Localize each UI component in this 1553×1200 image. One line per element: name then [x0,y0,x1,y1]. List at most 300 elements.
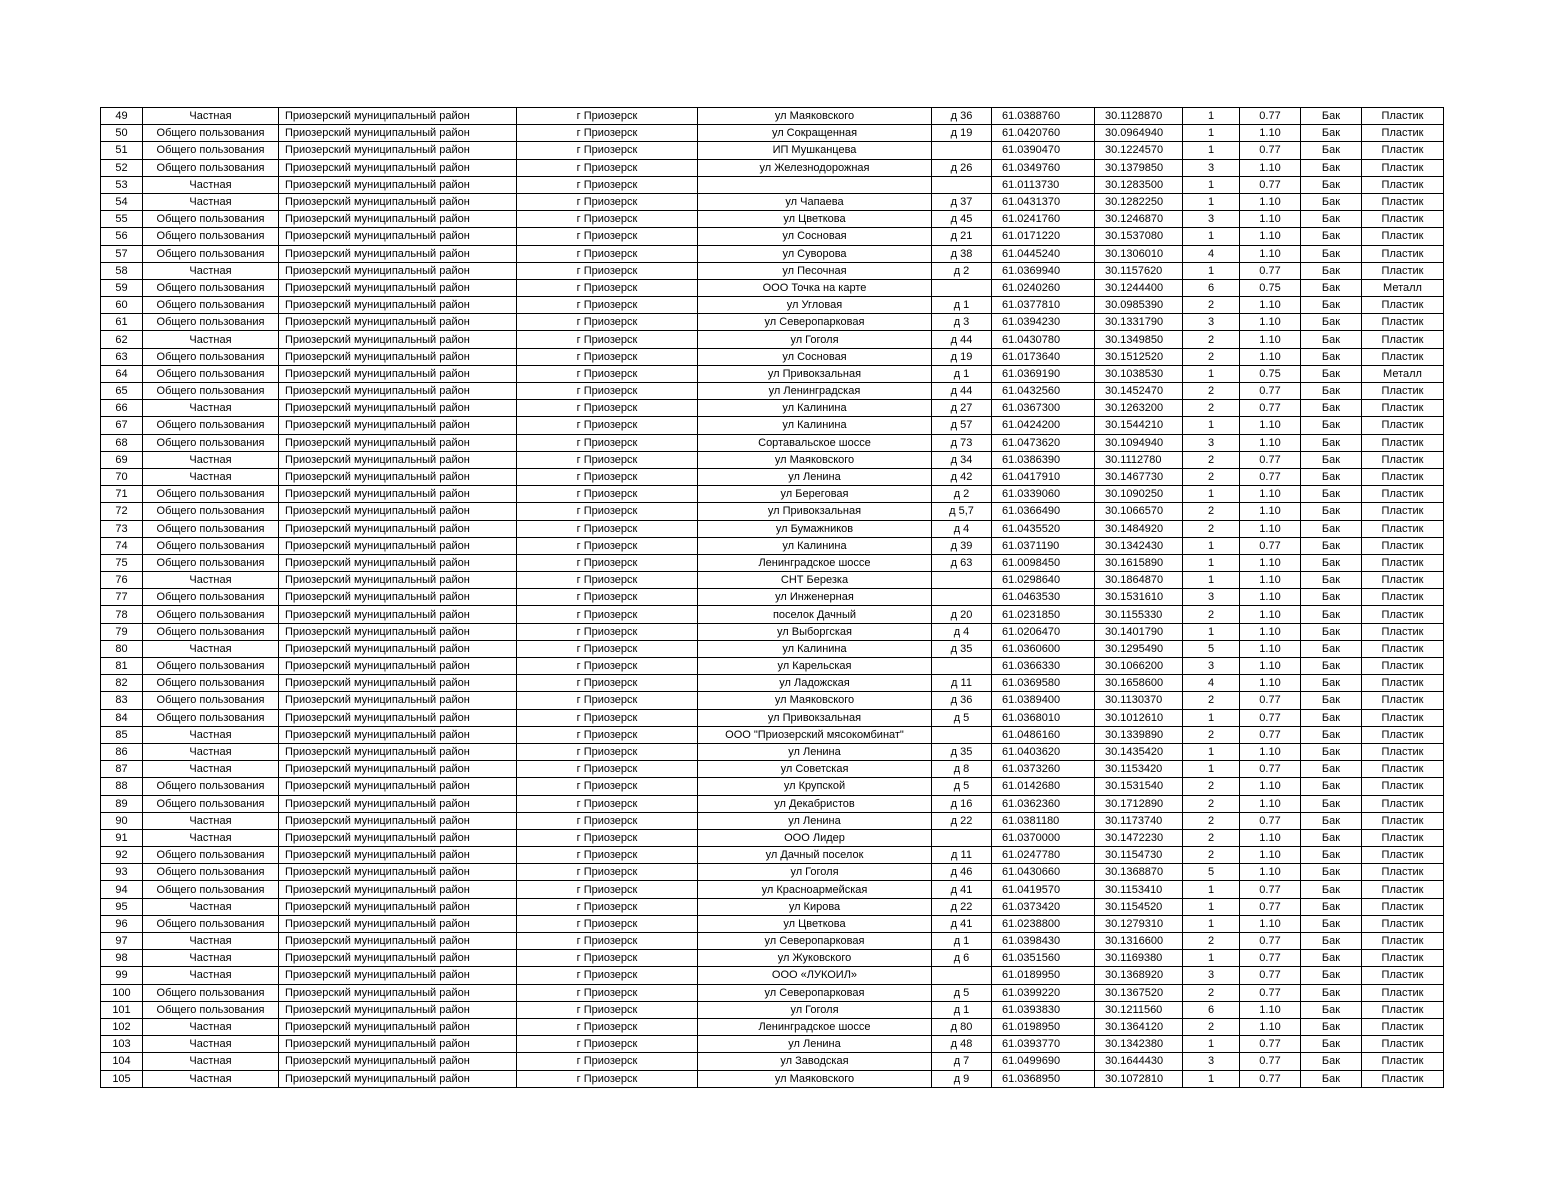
house-number-cell: д 2 [932,262,992,279]
ownership-type-cell: Общего пользования [143,417,279,434]
container-material-cell: Пластик [1362,743,1444,760]
table-row [101,1053,1444,1070]
latitude-cell: 61.0381180 [992,812,1095,829]
table-row [101,262,1444,279]
table-row [101,915,1444,932]
container-type-cell: Бак [1301,692,1362,709]
container-material-cell: Пластик [1362,554,1444,571]
container-count-cell: 2 [1183,468,1240,485]
ownership-type-cell: Общего пользования [143,778,279,795]
district-cell: Приозерский муниципальный район [279,245,517,262]
address-cell: ул Крупской [698,778,932,795]
latitude-cell: 61.0445240 [992,245,1095,262]
house-number-cell: д 4 [932,623,992,640]
settlement-cell: г Приозерск [517,520,698,537]
container-type-cell: Бак [1301,468,1362,485]
longitude-cell: 30.1173740 [1095,812,1183,829]
settlement-cell: г Приозерск [517,554,698,571]
table-row [101,950,1444,967]
settlement-cell: г Приозерск [517,1070,698,1087]
registry-table [100,107,1444,1088]
container-count-cell: 2 [1183,829,1240,846]
ownership-type-cell: Общего пользования [143,554,279,571]
longitude-cell: 30.1066570 [1095,503,1183,520]
district-cell: Приозерский муниципальный район [279,589,517,606]
latitude-cell: 61.0171220 [992,228,1095,245]
settlement-cell: г Приозерск [517,795,698,812]
house-number-cell: д 26 [932,159,992,176]
container-count-cell: 2 [1183,812,1240,829]
ownership-type-cell: Общего пользования [143,589,279,606]
latitude-cell: 61.0486160 [992,726,1095,743]
container-count-cell: 2 [1183,1018,1240,1035]
district-cell: Приозерский муниципальный район [279,348,517,365]
settlement-cell: г Приозерск [517,434,698,451]
district-cell: Приозерский муниципальный район [279,915,517,932]
house-number-cell [932,658,992,675]
container-count-cell: 3 [1183,1053,1240,1070]
district-cell: Приозерский муниципальный район [279,554,517,571]
table-row [101,434,1444,451]
house-number-cell: д 44 [932,331,992,348]
house-number-cell: д 41 [932,881,992,898]
container-type-cell: Бак [1301,314,1362,331]
latitude-cell: 61.0435520 [992,520,1095,537]
longitude-cell: 30.1282250 [1095,193,1183,210]
district-cell: Приозерский муниципальный район [279,108,517,125]
house-number-cell: д 27 [932,400,992,417]
address-cell: СНТ Березка [698,572,932,589]
row-number-cell: 82 [101,675,143,692]
container-material-cell: Пластик [1362,709,1444,726]
house-number-cell: д 45 [932,211,992,228]
latitude-cell: 61.0431370 [992,193,1095,210]
longitude-cell: 30.1658600 [1095,675,1183,692]
container-material-cell: Пластик [1362,193,1444,210]
container-type-cell: Бак [1301,950,1362,967]
latitude-cell: 61.0360600 [992,640,1095,657]
row-number-cell: 93 [101,864,143,881]
container-material-cell: Пластик [1362,245,1444,262]
district-cell: Приозерский муниципальный район [279,1001,517,1018]
district-cell: Приозерский муниципальный район [279,486,517,503]
row-number-cell: 97 [101,933,143,950]
house-number-cell: д 42 [932,468,992,485]
district-cell: Приозерский муниципальный район [279,193,517,210]
latitude-cell: 61.0430660 [992,864,1095,881]
district-cell: Приозерский муниципальный район [279,1036,517,1053]
district-cell: Приозерский муниципальный район [279,331,517,348]
row-number-cell: 78 [101,606,143,623]
house-number-cell [932,176,992,193]
row-number-cell: 63 [101,348,143,365]
container-material-cell: Пластик [1362,984,1444,1001]
house-number-cell: д 37 [932,193,992,210]
ownership-type-cell: Общего пользования [143,125,279,142]
latitude-cell: 61.0417910 [992,468,1095,485]
container-count-cell: 2 [1183,297,1240,314]
longitude-cell: 30.1072810 [1095,1070,1183,1087]
settlement-cell: г Приозерск [517,193,698,210]
container-type-cell: Бак [1301,761,1362,778]
latitude-cell: 61.0142680 [992,778,1095,795]
container-volume-cell: 1.10 [1240,297,1301,314]
row-number-cell: 58 [101,262,143,279]
latitude-cell: 61.0398430 [992,933,1095,950]
container-material-cell: Пластик [1362,228,1444,245]
ownership-type-cell: Частная [143,761,279,778]
container-count-cell: 4 [1183,675,1240,692]
row-number-cell: 49 [101,108,143,125]
address-cell: ул Ладожская [698,675,932,692]
latitude-cell: 61.0368010 [992,709,1095,726]
table-row [101,537,1444,554]
district-cell: Приозерский муниципальный район [279,606,517,623]
longitude-cell: 30.1211560 [1095,1001,1183,1018]
address-cell: ул Дачный поселок [698,847,932,864]
longitude-cell: 30.1644430 [1095,1053,1183,1070]
longitude-cell: 30.1154520 [1095,898,1183,915]
container-material-cell: Пластик [1362,933,1444,950]
container-material-cell: Пластик [1362,1018,1444,1035]
container-material-cell: Пластик [1362,675,1444,692]
container-count-cell: 1 [1183,898,1240,915]
address-cell: ул Сокращенная [698,125,932,142]
address-cell: ул Жуковского [698,950,932,967]
house-number-cell: д 36 [932,692,992,709]
container-type-cell: Бак [1301,1001,1362,1018]
container-volume-cell: 0.77 [1240,262,1301,279]
container-type-cell: Бак [1301,623,1362,640]
ownership-type-cell: Частная [143,331,279,348]
container-count-cell: 3 [1183,434,1240,451]
settlement-cell: г Приозерск [517,898,698,915]
house-number-cell [932,572,992,589]
container-count-cell: 1 [1183,108,1240,125]
table-row [101,589,1444,606]
ownership-type-cell: Частная [143,193,279,210]
house-number-cell [932,279,992,296]
container-type-cell: Бак [1301,108,1362,125]
container-count-cell: 1 [1183,761,1240,778]
container-count-cell: 1 [1183,950,1240,967]
longitude-cell: 30.1368920 [1095,967,1183,984]
container-volume-cell: 1.10 [1240,125,1301,142]
ownership-type-cell: Частная [143,468,279,485]
row-number-cell: 92 [101,847,143,864]
container-count-cell: 2 [1183,726,1240,743]
ownership-type-cell: Общего пользования [143,211,279,228]
address-cell: ул Карельская [698,658,932,675]
row-number-cell: 67 [101,417,143,434]
container-material-cell: Пластик [1362,898,1444,915]
container-type-cell: Бак [1301,193,1362,210]
longitude-cell: 30.1169380 [1095,950,1183,967]
row-number-cell: 98 [101,950,143,967]
longitude-cell: 30.1537080 [1095,228,1183,245]
container-material-cell: Пластик [1362,915,1444,932]
container-material-cell: Пластик [1362,1070,1444,1087]
house-number-cell: д 2 [932,486,992,503]
address-cell: ул Маяковского [698,451,932,468]
longitude-cell: 30.1339890 [1095,726,1183,743]
container-material-cell: Пластик [1362,881,1444,898]
house-number-cell: д 8 [932,761,992,778]
ownership-type-cell: Общего пользования [143,228,279,245]
settlement-cell: г Приозерск [517,365,698,382]
longitude-cell: 30.0985390 [1095,297,1183,314]
container-count-cell: 2 [1183,383,1240,400]
longitude-cell: 30.1283500 [1095,176,1183,193]
address-cell: ул Бумажников [698,520,932,537]
table-row [101,125,1444,142]
container-volume-cell: 0.77 [1240,537,1301,554]
settlement-cell: г Приозерск [517,623,698,640]
ownership-type-cell: Общего пользования [143,520,279,537]
row-number-cell: 56 [101,228,143,245]
district-cell: Приозерский муниципальный район [279,211,517,228]
district-cell: Приозерский муниципальный район [279,1018,517,1035]
settlement-cell: г Приозерск [517,400,698,417]
house-number-cell: д 41 [932,915,992,932]
district-cell: Приозерский муниципальный район [279,383,517,400]
table-row [101,692,1444,709]
row-number-cell: 51 [101,142,143,159]
address-cell: ул Инженерная [698,589,932,606]
latitude-cell: 61.0369580 [992,675,1095,692]
row-number-cell: 96 [101,915,143,932]
container-material-cell: Пластик [1362,331,1444,348]
container-volume-cell: 1.10 [1240,228,1301,245]
ownership-type-cell: Общего пользования [143,847,279,864]
container-type-cell: Бак [1301,348,1362,365]
longitude-cell: 30.1467730 [1095,468,1183,485]
address-cell: ул Железнодорожная [698,159,932,176]
address-cell: Сортавальское шоссе [698,434,932,451]
latitude-cell: 61.0371190 [992,537,1095,554]
row-number-cell: 88 [101,778,143,795]
row-number-cell: 89 [101,795,143,812]
house-number-cell: д 48 [932,1036,992,1053]
longitude-cell: 30.1531540 [1095,778,1183,795]
longitude-cell: 30.1128870 [1095,108,1183,125]
ownership-type-cell: Частная [143,1070,279,1087]
latitude-cell: 61.0420760 [992,125,1095,142]
container-count-cell: 1 [1183,142,1240,159]
table-row [101,640,1444,657]
container-type-cell: Бак [1301,451,1362,468]
row-number-cell: 102 [101,1018,143,1035]
container-volume-cell: 1.10 [1240,314,1301,331]
container-volume-cell: 0.77 [1240,176,1301,193]
row-number-cell: 100 [101,984,143,1001]
container-material-cell: Пластик [1362,159,1444,176]
container-material-cell: Пластик [1362,606,1444,623]
container-material-cell: Пластик [1362,967,1444,984]
settlement-cell: г Приозерск [517,451,698,468]
container-count-cell: 3 [1183,658,1240,675]
container-count-cell: 1 [1183,709,1240,726]
container-volume-cell: 0.77 [1240,761,1301,778]
district-cell: Приозерский муниципальный район [279,159,517,176]
longitude-cell: 30.1279310 [1095,915,1183,932]
address-cell: ул Северопарковая [698,984,932,1001]
district-cell: Приозерский муниципальный район [279,658,517,675]
container-material-cell: Пластик [1362,829,1444,846]
row-number-cell: 61 [101,314,143,331]
container-volume-cell: 1.10 [1240,743,1301,760]
settlement-cell: г Приозерск [517,297,698,314]
container-type-cell: Бак [1301,1053,1362,1070]
row-number-cell: 95 [101,898,143,915]
house-number-cell [932,829,992,846]
container-volume-cell: 0.75 [1240,365,1301,382]
row-number-cell: 50 [101,125,143,142]
container-material-cell: Металл [1362,365,1444,382]
settlement-cell: г Приозерск [517,468,698,485]
container-count-cell: 3 [1183,967,1240,984]
table-row [101,297,1444,314]
settlement-cell: г Приозерск [517,245,698,262]
settlement-cell: г Приозерск [517,881,698,898]
latitude-cell: 61.0373260 [992,761,1095,778]
district-cell: Приозерский муниципальный район [279,279,517,296]
latitude-cell: 61.0393770 [992,1036,1095,1053]
table-row [101,348,1444,365]
container-volume-cell: 1.10 [1240,331,1301,348]
row-number-cell: 72 [101,503,143,520]
container-volume-cell: 1.10 [1240,675,1301,692]
latitude-cell: 61.0463530 [992,589,1095,606]
settlement-cell: г Приозерск [517,1018,698,1035]
container-volume-cell: 1.10 [1240,1001,1301,1018]
district-cell: Приозерский муниципальный район [279,451,517,468]
district-cell: Приозерский муниципальный район [279,743,517,760]
latitude-cell: 61.0241760 [992,211,1095,228]
table-row [101,864,1444,881]
address-cell: ул Суворова [698,245,932,262]
district-cell: Приозерский муниципальный район [279,761,517,778]
ownership-type-cell: Частная [143,812,279,829]
container-volume-cell: 1.10 [1240,795,1301,812]
table-row [101,984,1444,1001]
container-type-cell: Бак [1301,142,1362,159]
container-volume-cell: 0.77 [1240,1070,1301,1087]
latitude-cell: 61.0240260 [992,279,1095,296]
container-volume-cell: 0.77 [1240,142,1301,159]
latitude-cell: 61.0362360 [992,795,1095,812]
house-number-cell: д 20 [932,606,992,623]
container-count-cell: 4 [1183,245,1240,262]
address-cell: ул Ленина [698,743,932,760]
container-count-cell: 5 [1183,640,1240,657]
longitude-cell: 30.1435420 [1095,743,1183,760]
house-number-cell: д 11 [932,847,992,864]
latitude-cell: 61.0173640 [992,348,1095,365]
table-row [101,726,1444,743]
latitude-cell: 61.0386390 [992,451,1095,468]
container-material-cell: Пластик [1362,537,1444,554]
address-cell: ул Калинина [698,417,932,434]
district-cell: Приозерский муниципальный район [279,228,517,245]
longitude-cell: 30.1401790 [1095,623,1183,640]
container-count-cell: 1 [1183,365,1240,382]
district-cell: Приозерский муниципальный район [279,692,517,709]
longitude-cell: 30.1038530 [1095,365,1183,382]
table-row [101,279,1444,296]
address-cell: ООО «ЛУКОИЛ» [698,967,932,984]
table-row [101,1001,1444,1018]
container-material-cell: Пластик [1362,520,1444,537]
district-cell: Приозерский муниципальный район [279,795,517,812]
container-material-cell: Пластик [1362,640,1444,657]
latitude-cell: 61.0349760 [992,159,1095,176]
container-count-cell: 1 [1183,743,1240,760]
table-row [101,933,1444,950]
ownership-type-cell: Общего пользования [143,159,279,176]
container-material-cell: Пластик [1362,176,1444,193]
table-row [101,1036,1444,1053]
container-volume-cell: 1.10 [1240,778,1301,795]
ownership-type-cell: Общего пользования [143,297,279,314]
ownership-type-cell: Общего пользования [143,692,279,709]
house-number-cell: д 46 [932,864,992,881]
table-row [101,520,1444,537]
row-number-cell: 75 [101,554,143,571]
row-number-cell: 90 [101,812,143,829]
settlement-cell: г Приозерск [517,812,698,829]
row-number-cell: 74 [101,537,143,554]
latitude-cell: 61.0388760 [992,108,1095,125]
district-cell: Приозерский муниципальный район [279,537,517,554]
latitude-cell: 61.0373420 [992,898,1095,915]
longitude-cell: 30.1531610 [1095,589,1183,606]
row-number-cell: 65 [101,383,143,400]
container-volume-cell: 1.10 [1240,520,1301,537]
settlement-cell: г Приозерск [517,486,698,503]
table-row [101,468,1444,485]
row-number-cell: 86 [101,743,143,760]
address-cell: ул Маяковского [698,108,932,125]
container-material-cell: Пластик [1362,1036,1444,1053]
row-number-cell: 69 [101,451,143,468]
district-cell: Приозерский муниципальный район [279,950,517,967]
longitude-cell: 30.0964940 [1095,125,1183,142]
district-cell: Приозерский муниципальный район [279,125,517,142]
row-number-cell: 62 [101,331,143,348]
settlement-cell: г Приозерск [517,108,698,125]
house-number-cell: д 3 [932,314,992,331]
container-volume-cell: 0.77 [1240,709,1301,726]
district-cell: Приозерский муниципальный район [279,898,517,915]
latitude-cell: 61.0394230 [992,314,1095,331]
table-row [101,486,1444,503]
container-type-cell: Бак [1301,795,1362,812]
address-cell: ул Привокзальная [698,709,932,726]
district-cell: Приозерский муниципальный район [279,812,517,829]
container-volume-cell: 1.10 [1240,658,1301,675]
table-row [101,211,1444,228]
district-cell: Приозерский муниципальный район [279,176,517,193]
container-volume-cell: 0.75 [1240,279,1301,296]
table-row [101,1070,1444,1087]
settlement-cell: г Приозерск [517,761,698,778]
container-type-cell: Бак [1301,400,1362,417]
address-cell: ул Песочная [698,262,932,279]
house-number-cell: д 5 [932,709,992,726]
container-type-cell: Бак [1301,486,1362,503]
latitude-cell: 61.0351560 [992,950,1095,967]
